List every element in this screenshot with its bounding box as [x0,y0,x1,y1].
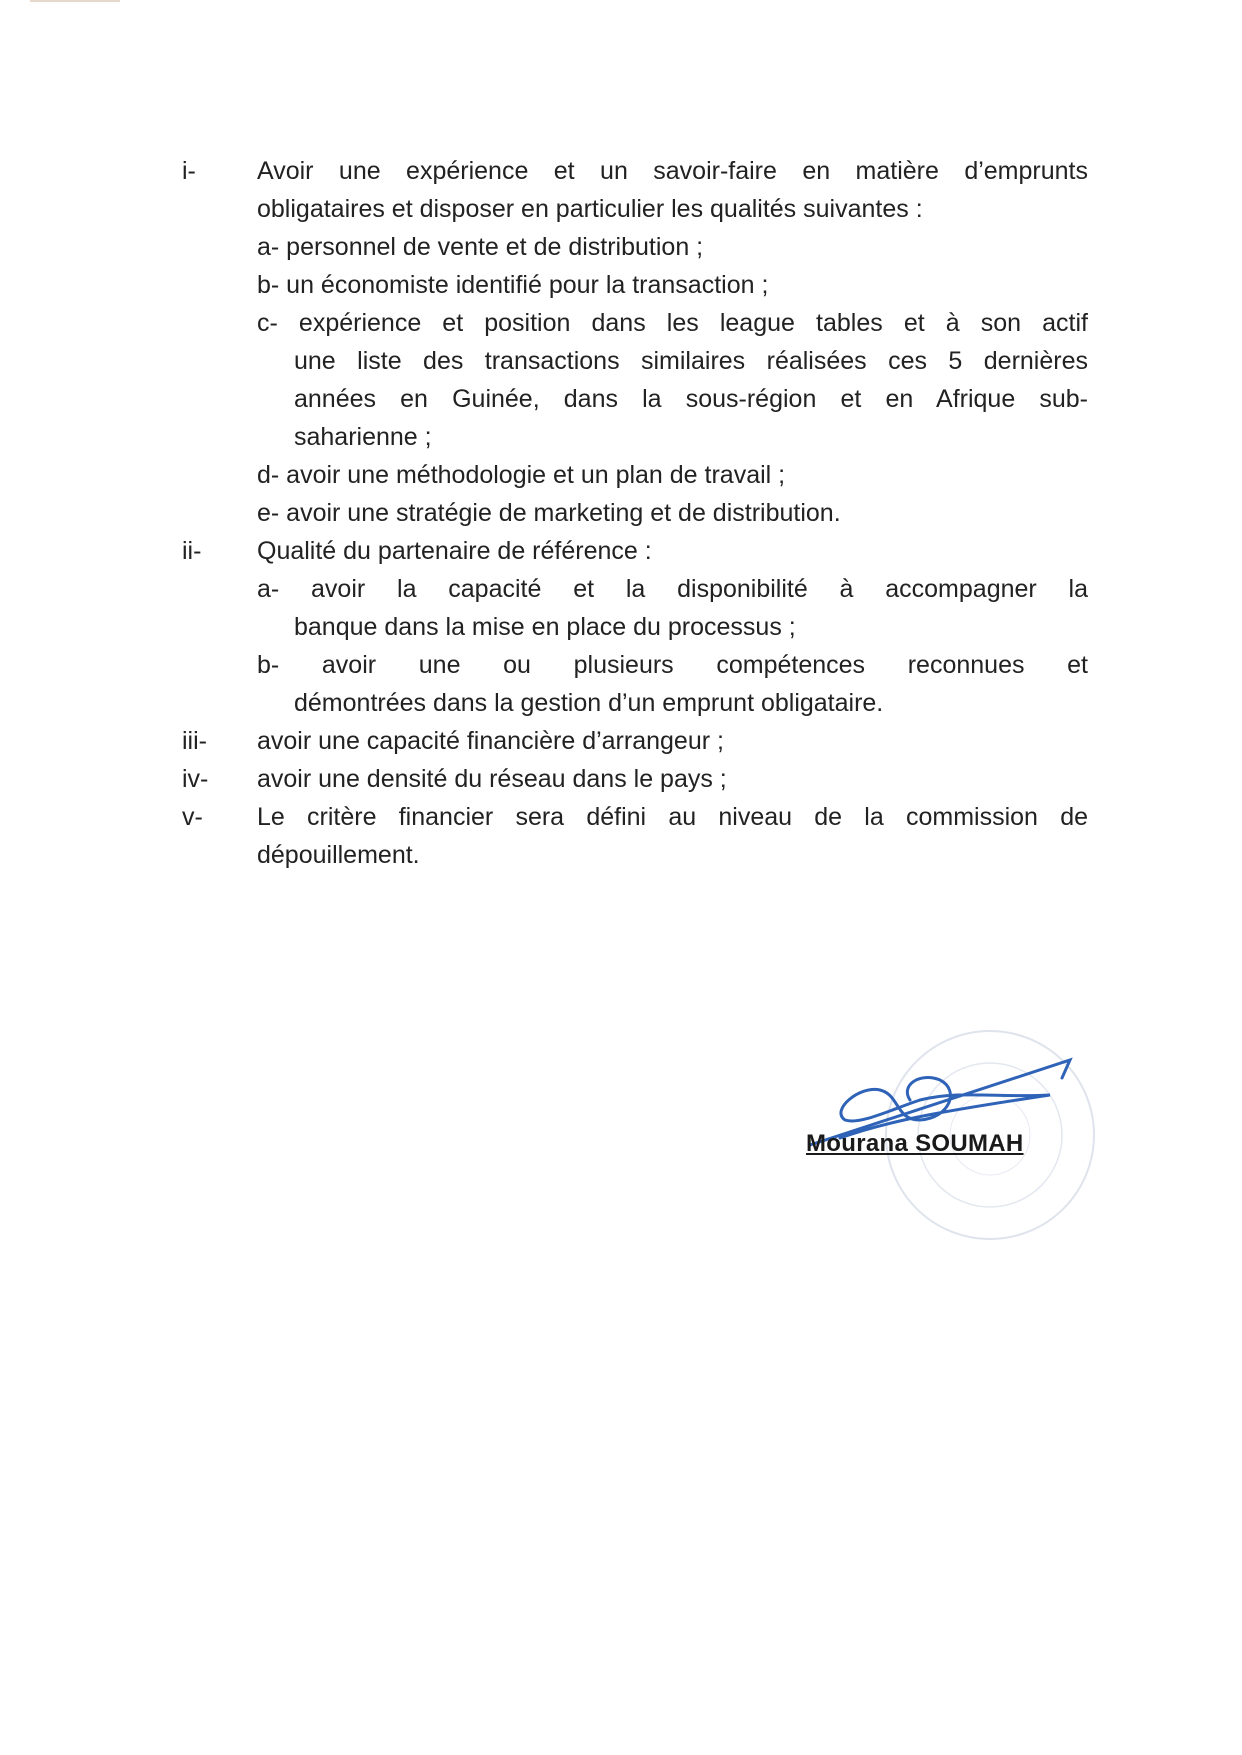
text-line: Le critère financier sera défini au niveau de la commission de [257,803,1088,831]
item-label: iv- [182,765,209,793]
item-label: iii- [182,727,207,755]
item-label: ii- [182,537,202,565]
signatory-name: Mourana SOUMAH [806,1130,1024,1157]
text-line: c- expérience et position dans les league tables et à son actif [257,309,1088,337]
text-line: a- personnel de vente et de distribution ; [257,233,704,261]
text-line: b- avoir une ou plusieurs compétences reconnues et [257,651,1088,679]
item-label: v- [182,803,203,831]
item-label: i- [182,157,196,185]
text-line: banque dans la mise en place du processus ; [294,613,796,641]
text-line: démontrées dans la gestion d’un emprunt obligataire. [294,689,884,717]
text-line: avoir une capacité financière d’arrangeur ; [257,727,724,755]
text-line: a- avoir la capacité et la disponibilité à accompagner la [257,575,1088,603]
text-line: obligataires et disposer en particulier les qualités suivantes : [257,195,923,223]
text-line: e- avoir une stratégie de marketing et de distribution. [257,499,841,527]
text-line: Avoir une expérience et un savoir-faire en matière d’emprunts [257,157,1088,185]
text-line: b- un économiste identifié pour la transaction ; [257,271,769,299]
text-line: années en Guinée, dans la sous-région et en Afrique sub- [294,385,1088,413]
text-line: avoir une densité du réseau dans le pays ; [257,765,727,793]
text-line: saharienne ; [294,423,432,451]
scan-artifact [30,0,120,2]
text-line: Qualité du partenaire de référence : [257,537,652,565]
text-line: d- avoir une méthodologie et un plan de travail ; [257,461,786,489]
text-line: une liste des transactions similaires réalisées ces 5 dernières [294,347,1088,375]
text-line: dépouillement. [257,841,420,869]
